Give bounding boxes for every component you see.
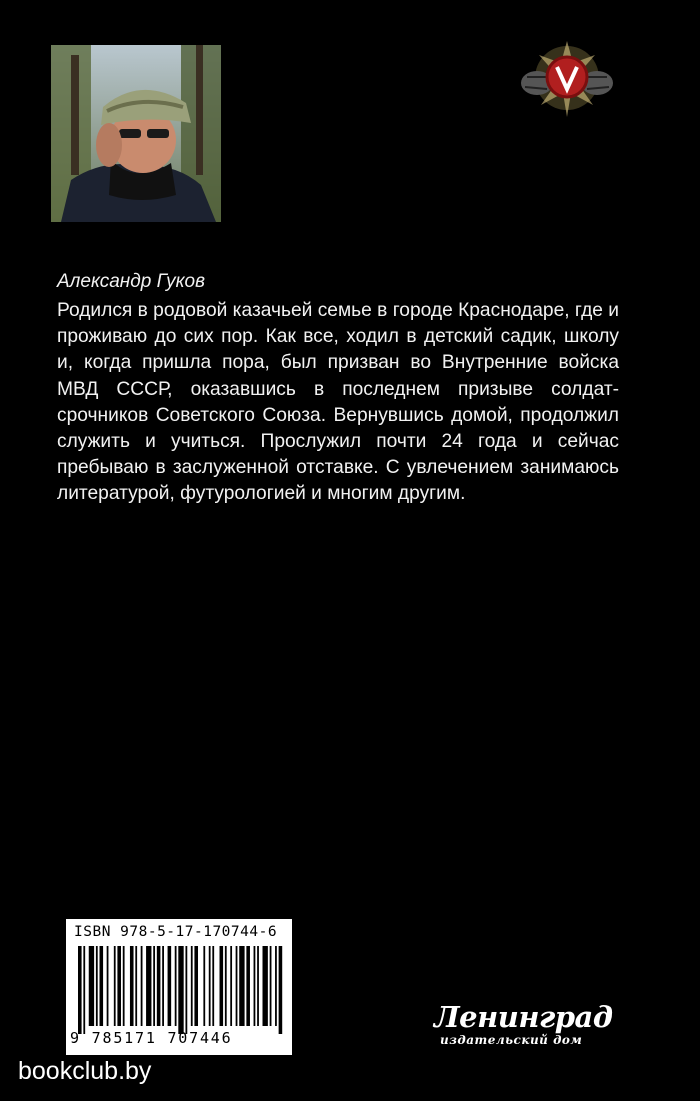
barcode-bar [263,946,268,1026]
barcode-bar [220,946,224,1026]
isbn-barcode [66,919,292,1055]
barcode-bar [254,946,256,1026]
barcode-bar [209,946,211,1026]
barcode-bar [153,946,155,1026]
barcode-bar [175,946,177,1026]
barcode-bar [135,946,137,1026]
barcode-bar [162,946,164,1026]
barcode-bar [130,946,134,1026]
barcode-bar [178,946,183,1034]
barcode-bar [225,946,227,1026]
barcode-bar [83,946,85,1034]
barcode-bar [257,946,259,1026]
isbn-label: ISBN 978-5-17-170744-6 [74,924,278,940]
barcode-bar [246,946,250,1026]
publisher-logo [428,1000,613,1060]
author-bio: Родился в родовой казачьей семье в городе Краснодаре, где и проживаю до сих пор. Как все, ходил в детский садик, школу и, когда пришла пора, был призван во Внутренние войска МВД СССР, оказавшись в последнем призыве солдат-срочников Советского Союза. Вернувшись домой, продолжил служить и учиться. Прослужил почти 24 года и сейчас пребываю в заслуженной отставке. С увлечением занимаюсь литературой, футурологией и многим другим. [57,300,619,505]
watermark-text: bookclub.by [18,1057,152,1085]
barcode-bars [78,946,284,1034]
barcode-bar [100,946,104,1026]
barcode-bar [123,946,125,1026]
barcode-bar [185,946,187,1034]
barcode-bar [114,946,116,1026]
barcode-bar [270,946,272,1026]
barcode-bar [157,946,161,1026]
author-photo [51,45,221,222]
barcode-bar [230,946,232,1026]
barcode-bar [212,946,214,1026]
publisher-subtitle: издательский дом [440,1033,583,1047]
barcode-bar [107,946,109,1026]
barcode-bar [279,946,283,1034]
ean-number: 9 785171 707446 [70,1029,233,1047]
barcode-bar [236,946,238,1026]
barcode-bar [89,946,94,1026]
publisher-name: Ленинград [434,1000,613,1034]
barcode-bar [194,946,198,1026]
barcode-bar [239,946,244,1026]
barcode-bar [168,946,172,1026]
barcode-bar [191,946,193,1026]
barcode-bar [146,946,151,1026]
barcode-bar [141,946,143,1026]
barcode-bar [96,946,98,1026]
barcode-bar [117,946,121,1026]
barcode-bar [275,946,277,1026]
barcode-bar [78,946,82,1034]
barcode-bar [203,946,205,1026]
series-emblem-icon [507,33,627,123]
author-name: Александр Гуков [57,271,206,292]
